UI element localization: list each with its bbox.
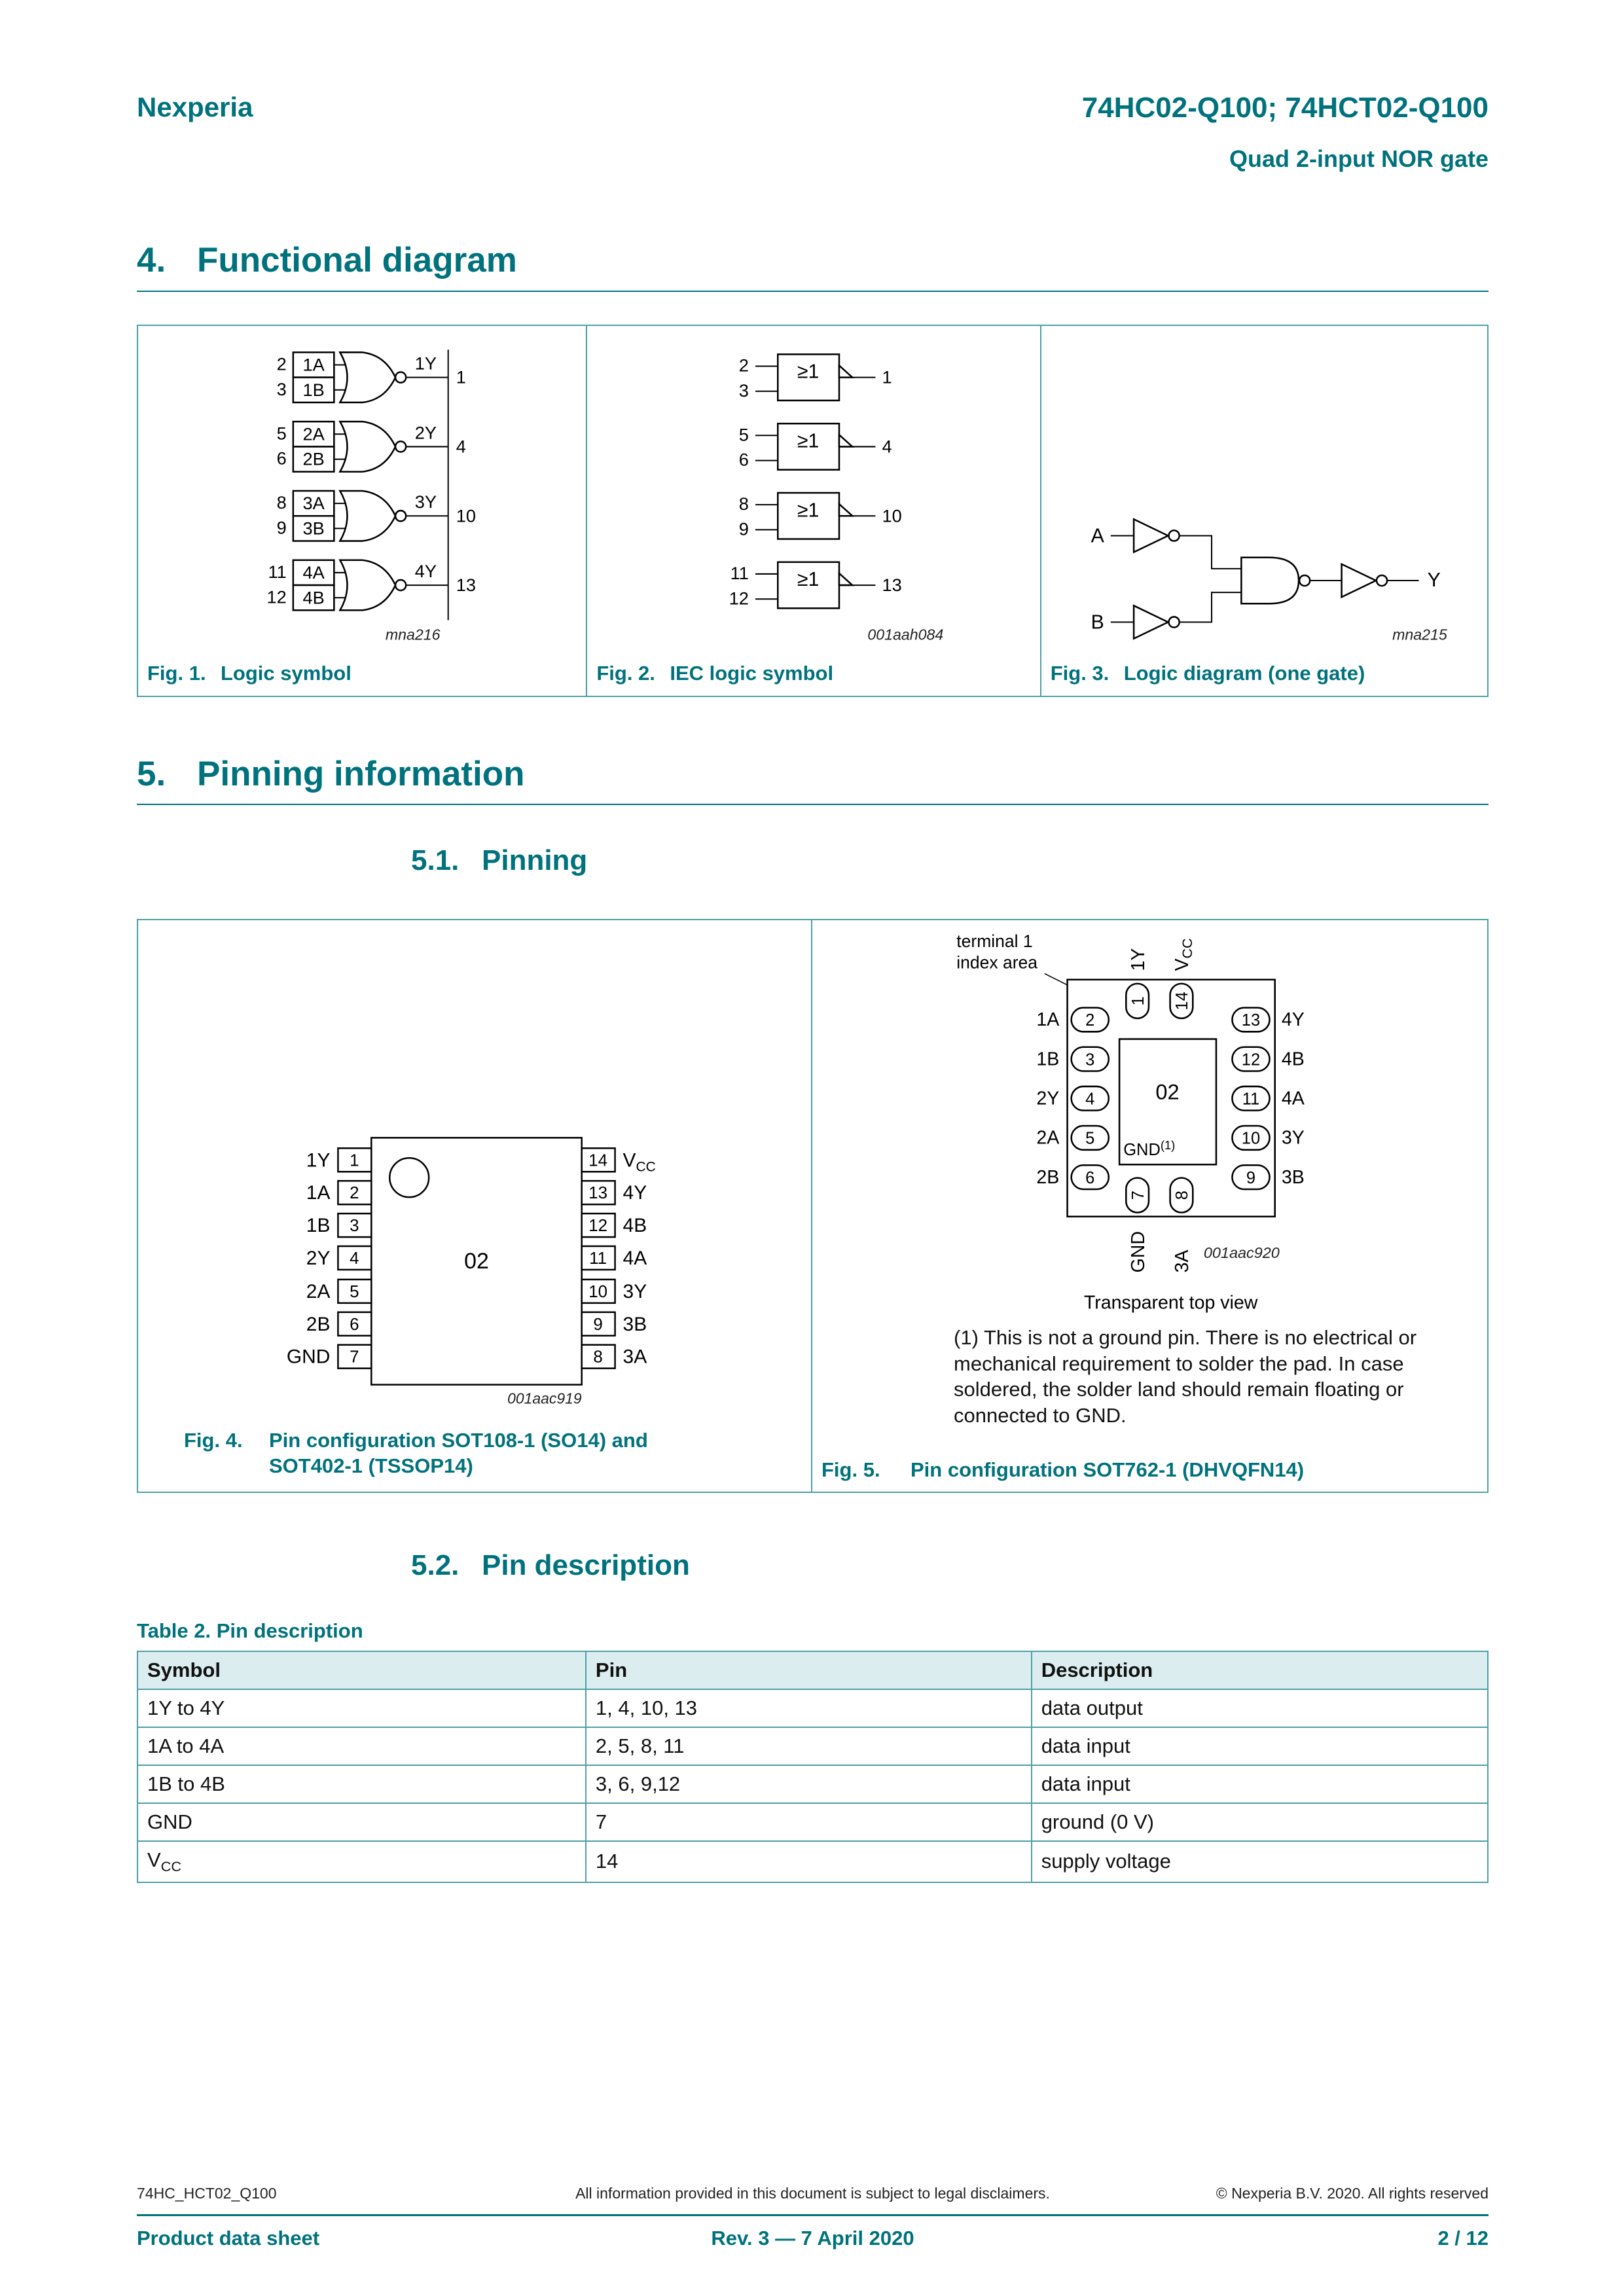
cell-pin: 2, 5, 8, 11: [586, 1727, 1032, 1765]
cell-symbol-vcc: $V_{CC}$: [137, 1841, 586, 1882]
table-row: [137, 1727, 1488, 1765]
input-label: 4B: [302, 586, 325, 607]
figure-label: Fig. 2.: [596, 661, 655, 685]
pin-number: 2: [739, 355, 749, 376]
pin-number: 6: [276, 448, 287, 469]
pin-number: 1: [456, 367, 466, 387]
nor-gate-1: [277, 352, 466, 403]
pin-name: 4Y: [1281, 1009, 1305, 1031]
section-pinning-information: [137, 756, 1489, 806]
figure-4-caption: [184, 1428, 648, 1479]
doc-title: 74HC02-Q100; 74HCT02-Q100: [1081, 92, 1489, 124]
iec-gate-1: [739, 354, 892, 401]
section-number: 4.: [137, 241, 166, 279]
pin-number: 10: [882, 505, 903, 526]
cell-symbol: GND: [137, 1803, 586, 1841]
inversion-bubble: [1168, 530, 1179, 541]
table-header-row: [137, 1651, 1488, 1689]
pin-name: 3A: [1172, 1249, 1193, 1273]
figure-5-cell: [812, 920, 1487, 1492]
pin-number: 5: [276, 422, 287, 443]
pin-number: 6: [739, 449, 749, 470]
figure-3-caption: [1051, 661, 1365, 687]
inversion-bubble: [395, 372, 406, 382]
nor-gate-shape: [340, 560, 395, 610]
cell-description: data input: [1032, 1765, 1488, 1803]
pin-name: 3B: [623, 1314, 647, 1336]
pin-name: 4A: [1281, 1088, 1305, 1109]
pin-number: 3: [276, 378, 287, 399]
index-note: index area: [956, 952, 1038, 973]
pin-name: GND: [286, 1346, 331, 1369]
cell-description: data output: [1032, 1689, 1488, 1727]
footer-page-number: 2 / 12: [1437, 2227, 1489, 2250]
pin-name: 3A: [623, 1346, 647, 1369]
footer-divider: [137, 2214, 1489, 2216]
pin-number: 6: [1085, 1169, 1095, 1188]
pin-number: 9: [1246, 1169, 1256, 1188]
pin-name: 2A: [1036, 1128, 1060, 1149]
nand-gate-shape: [1241, 557, 1299, 603]
input-label: 3B: [302, 518, 325, 539]
iec-function-symbol: ≥1: [797, 361, 820, 383]
nor-gate-shape: [340, 422, 395, 472]
cell-pin: 3, 6, 9,12: [586, 1765, 1032, 1803]
pin-number: 13: [456, 574, 477, 595]
pin-number: 12: [588, 1217, 608, 1236]
pin-number: 5: [1085, 1130, 1095, 1149]
output-inverter: [1341, 564, 1375, 596]
subsection-pinning: [411, 846, 1489, 876]
chip-marking: 02: [1155, 1079, 1180, 1104]
pin-name: 2B: [306, 1314, 331, 1336]
table-row: [137, 1689, 1488, 1727]
pin-description-table: [137, 1651, 1489, 1883]
input-b-label: B: [1091, 611, 1104, 634]
figure-label: Fig. 3.: [1050, 661, 1110, 685]
pin-name: 1Y: [306, 1149, 331, 1172]
pin-number: 4: [456, 436, 466, 457]
pin-number: 13: [882, 574, 903, 595]
drawing-code: 001aac920: [1203, 1244, 1280, 1262]
pin-name: 2Y: [1036, 1088, 1060, 1109]
pin-number: 2: [276, 353, 287, 374]
cell-pin: 1, 4, 10, 13: [586, 1689, 1032, 1727]
pin-number: 14: [1173, 992, 1192, 1011]
figure-2-caption: [596, 661, 833, 687]
index-note: terminal 1: [956, 931, 1033, 952]
pin1-index-dot: [389, 1158, 429, 1198]
table-row: [137, 1841, 1488, 1882]
pin-name: 4A: [623, 1247, 647, 1270]
doc-title-block: [1082, 92, 1489, 173]
pin-number: 6: [350, 1316, 359, 1335]
figure-label: Fig. 4.: [184, 1428, 243, 1452]
pin-number: 11: [589, 1249, 607, 1268]
drawing-code: 001aah084: [867, 626, 944, 643]
pin-name-vcc: $V_{CC}$: [1172, 939, 1196, 971]
cell-symbol: 1B to 4B: [137, 1765, 586, 1803]
figure-caption-text: IEC logic symbol: [670, 661, 834, 685]
pin-number: 2: [1085, 1011, 1095, 1030]
table-row: [137, 1803, 1488, 1841]
input-label: 3A: [302, 492, 325, 513]
inversion-bubble: [1377, 575, 1387, 586]
polarity-indicator: [839, 573, 852, 585]
figure-2-cell: [587, 326, 1041, 696]
pin-number: 2: [350, 1184, 359, 1203]
pin-number: 10: [1241, 1130, 1261, 1149]
pin-number: 4: [1085, 1090, 1095, 1109]
pin-name: 3Y: [623, 1281, 647, 1303]
pin-number: 9: [593, 1316, 603, 1335]
pin-number: 10: [588, 1283, 608, 1302]
pin-name: 4B: [623, 1215, 647, 1237]
pin-number: 5: [350, 1283, 359, 1302]
inverter-b: [1134, 605, 1168, 638]
pin-number: 11: [268, 561, 287, 582]
pin-name: 1A: [1036, 1009, 1060, 1031]
pin-number: 3: [350, 1217, 359, 1236]
drawing-code: 001aac919: [507, 1390, 582, 1408]
logic-diagram-one-gate: [1041, 326, 1487, 656]
input-label: 1B: [302, 379, 325, 400]
pin-number: 8: [739, 493, 749, 514]
nor-gate-3: [277, 491, 476, 541]
polarity-indicator: [839, 365, 852, 377]
figure-5-footnote: (1) This is not a ground pin. There is no electrical or mechanical requirement to solder the pad. In case soldered, the solder land should remain floating or connected to GND.: [954, 1326, 1417, 1427]
cell-description: supply voltage: [1032, 1841, 1488, 1882]
page-header: [137, 0, 1489, 173]
iec-function-symbol: ≥1: [797, 499, 820, 521]
col-description: Description: [1032, 1651, 1488, 1689]
doc-subtitle: Quad 2-input NOR gate: [1229, 145, 1489, 172]
input-label: 1A: [302, 354, 325, 375]
figure-label: Fig. 1.: [147, 661, 206, 685]
footer-doc-id: 74HC_HCT02_Q100: [137, 2185, 277, 2202]
output-label: 2Y: [414, 422, 437, 442]
pin-number: 1: [1128, 996, 1147, 1006]
iec-function-symbol: ≥1: [797, 430, 820, 452]
figure-caption-text: Pin configuration SOT762-1 (DHVQFN14): [911, 1458, 1305, 1481]
chip-marking: 02: [464, 1249, 489, 1274]
pin-number: 8: [593, 1348, 603, 1367]
figure-4-cell: [138, 920, 812, 1492]
figure-1-cell: [138, 326, 587, 696]
footer-doc-type: Product data sheet: [137, 2227, 320, 2250]
inversion-bubble: [395, 441, 406, 452]
pin-number: 8: [1173, 1191, 1192, 1200]
drawing-code: mna216: [385, 626, 441, 643]
figure-caption-text: Logic diagram (one gate): [1123, 661, 1365, 685]
so14-pin-configuration: [138, 920, 811, 1407]
page-footer: [137, 2185, 1489, 2250]
pin-number: 11: [1242, 1090, 1260, 1109]
pin-number: 9: [276, 517, 287, 538]
pin-name: 1Y: [1127, 948, 1149, 971]
inverter-a: [1134, 519, 1168, 552]
figure-1-caption: [147, 661, 352, 687]
pin-number: 11: [731, 562, 749, 583]
pin-number: 4: [882, 436, 892, 457]
view-note: Transparent top view: [1083, 1292, 1258, 1314]
pin-name: 4Y: [623, 1182, 647, 1204]
pin-name: GND: [1127, 1231, 1149, 1273]
cell-description: data input: [1032, 1727, 1488, 1765]
pin-name: 2B: [1036, 1167, 1060, 1189]
cell-symbol: 1A to 4A: [137, 1727, 586, 1765]
logic-symbol-diagram: [138, 326, 586, 649]
pin-number: 3: [1085, 1050, 1095, 1069]
subsection-title: Pinning: [482, 844, 588, 877]
pin-number: 7: [1128, 1191, 1147, 1200]
footer-revision: Rev. 3 — 7 April 2020: [711, 2227, 914, 2250]
iec-gate-3: [739, 493, 902, 539]
figure-label: Fig. 5.: [821, 1458, 880, 1481]
input-label: 2B: [302, 448, 325, 469]
pin-number: 5: [739, 424, 749, 444]
pin-number: 1: [350, 1151, 359, 1170]
brand: Nexperia: [137, 92, 253, 122]
input-label: 2A: [302, 423, 325, 444]
pin-name: 1B: [306, 1215, 331, 1237]
pin-name: 4B: [1281, 1049, 1305, 1070]
subsection-title: Pin description: [482, 1549, 690, 1582]
footer-copyright: © Nexperia B.V. 2020. All rights reserved: [1216, 2185, 1489, 2202]
footer-main-row: [137, 2227, 1489, 2250]
section-title: Pinning information: [197, 754, 525, 793]
table-row: [137, 1765, 1488, 1803]
pin-name: 2A: [306, 1281, 331, 1303]
pin-number: 3: [739, 380, 749, 401]
col-pin: Pin: [586, 1651, 1032, 1689]
pin-number: 1: [882, 367, 892, 387]
dhvqfn14-pin-configuration: [812, 920, 1487, 1321]
nor-gate-4: [267, 560, 477, 610]
col-symbol: Symbol: [137, 1651, 586, 1689]
input-label: 4A: [302, 562, 325, 583]
drawing-code: mna215: [1392, 626, 1447, 643]
cell-pin: 14: [586, 1841, 1032, 1882]
inversion-bubble: [1299, 575, 1310, 586]
cell-symbol: 1Y to 4Y: [137, 1689, 586, 1727]
pin-number: 14: [588, 1151, 608, 1170]
pin-number: 4: [350, 1249, 359, 1268]
cell-pin: 7: [586, 1803, 1032, 1841]
table-title: Table 2. Pin description: [137, 1619, 363, 1642]
pin-name: 1A: [306, 1182, 331, 1204]
pin-number: 13: [588, 1184, 608, 1203]
pin-number: 7: [350, 1348, 359, 1367]
polarity-indicator: [839, 504, 852, 516]
section-functional-diagram: [137, 242, 1489, 292]
figure-5-caption: [821, 1458, 1304, 1483]
section-title: Functional diagram: [197, 241, 517, 279]
output-label: 3Y: [414, 491, 437, 512]
nor-gate-2: [277, 422, 466, 472]
inversion-bubble: [395, 511, 406, 521]
iec-function-symbol: ≥1: [797, 568, 820, 590]
output-label: Y: [1427, 569, 1441, 591]
pin-name-vcc: $V_{CC}$: [623, 1149, 656, 1175]
pin-name: 1B: [1036, 1049, 1060, 1070]
inversion-bubble: [395, 580, 406, 590]
pin-number: 12: [729, 587, 749, 608]
pin-number: 12: [266, 586, 287, 607]
footer-legal: All information provided in this document is subject to legal disclaimers.: [575, 2185, 1050, 2202]
output-label: 1Y: [414, 353, 437, 374]
subsection-number: 5.2.: [411, 1549, 460, 1582]
section-number: 5.: [137, 754, 166, 793]
cell-description: ground (0 V): [1032, 1803, 1488, 1841]
footer-meta-row: [137, 2185, 1489, 2202]
subsection-pin-description: [411, 1551, 1489, 1581]
polarity-indicator: [839, 435, 852, 446]
output-label: 4Y: [414, 560, 437, 581]
pin-number: 12: [1241, 1050, 1261, 1069]
pin-name: 3B: [1281, 1167, 1305, 1189]
nor-gate-shape: [340, 491, 395, 541]
figure-3-cell: [1041, 326, 1487, 696]
iec-gate-2: [739, 423, 892, 470]
subsection-number: 5.1.: [411, 844, 460, 877]
iec-gate-4: [729, 562, 902, 608]
pin-name: 3Y: [1281, 1128, 1305, 1149]
nor-gate-shape: [340, 352, 395, 403]
figure-caption-text: Logic symbol: [221, 661, 352, 685]
inversion-bubble: [1168, 617, 1179, 627]
figure-caption-text: Pin configuration SOT108-1 (SO14) and SOT402-1 (TSSOP14): [269, 1428, 648, 1477]
pin-name: 2Y: [306, 1247, 331, 1270]
iec-logic-symbol-diagram: [587, 326, 1039, 649]
center-pad-label: GND$^{(1)}$: [1123, 1138, 1176, 1160]
functional-diagram-figures: [137, 325, 1489, 697]
pin-number: 13: [1241, 1011, 1261, 1030]
pin-number: 8: [276, 492, 287, 512]
pinning-figures: [137, 919, 1489, 1493]
pin-number: 9: [739, 518, 749, 539]
input-a-label: A: [1091, 525, 1104, 547]
pin-number: 10: [456, 505, 477, 526]
